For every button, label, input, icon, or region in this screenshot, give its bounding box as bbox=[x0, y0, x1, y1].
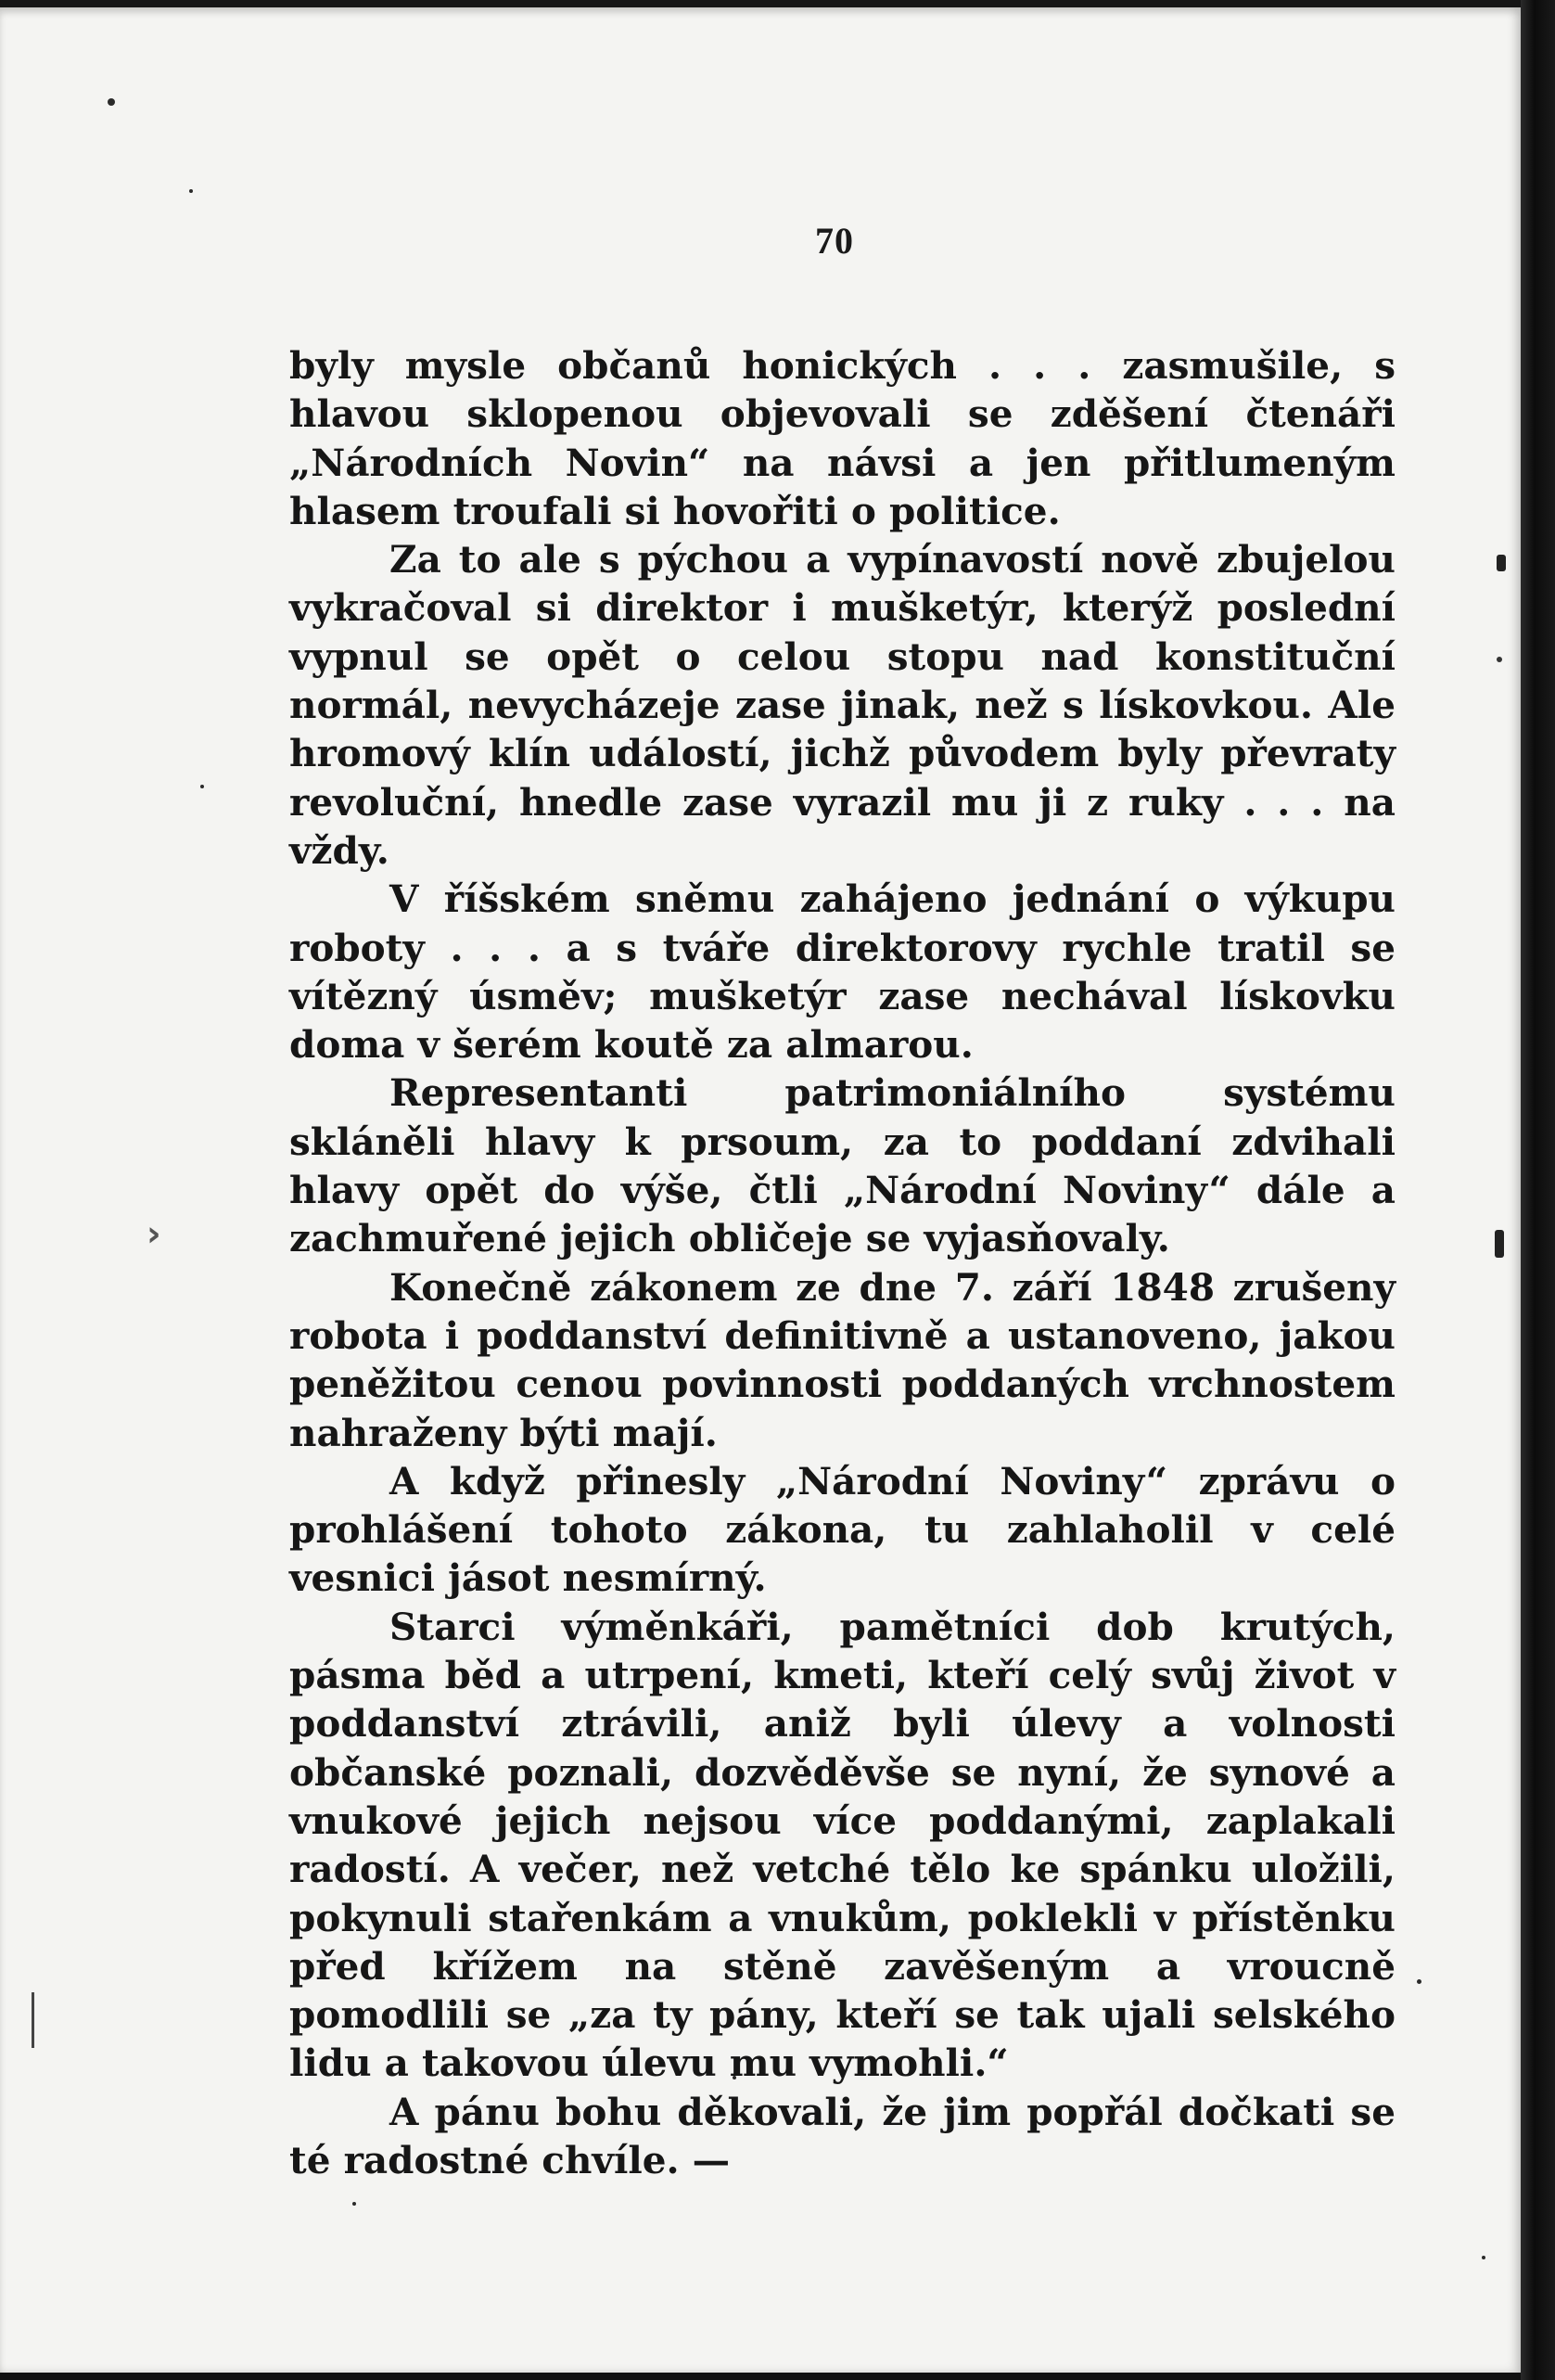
paragraph: Konečně zákonem ze dne 7. září 1848 zrušeny robota i poddanství definitivně a ustanoveno, jakou peněžitou cenou povinnosti poddaných vrchnostem nahraženy býti mají. bbox=[289, 1264, 1396, 1455]
book-page bbox=[0, 7, 1521, 2373]
paragraph: byly mysle občanů honických . . . zasmušile, s hlavou sklopenou objevovali se zděšení čtenáři „Národních Novin“ na návsi a jen přitlumeným hlasem troufali si hovořiti o politice. bbox=[289, 343, 1396, 533]
scan-speck bbox=[1482, 2256, 1485, 2259]
paragraph: A pánu bohu děkovali, že jim popřál dočkati se té radostné chvíle. — bbox=[289, 2089, 1396, 2182]
scan-speck bbox=[189, 189, 193, 193]
paragraph: A když přinesly „Národní Noviny“ zprávu o prohlášení tohoto zákona, tu zahlaholil v celé vesnici jásot nesmírný. bbox=[289, 1458, 1396, 1601]
paragraph: Representanti patrimoniálního systému skláněli hlavy k prsoum, za to poddaní zdvihali hlavy opět do výše, čtli „Národní Noviny“ dále a zachmuřené jejich obličeje se vyjasňovaly. bbox=[289, 1070, 1396, 1261]
body-text bbox=[289, 341, 1396, 2184]
scan-speck bbox=[352, 2202, 356, 2206]
scan-speck bbox=[1417, 1979, 1421, 1984]
margin-mark-left-lower bbox=[32, 1992, 34, 2048]
margin-mark-right bbox=[1497, 555, 1506, 571]
scan-speck bbox=[108, 98, 115, 106]
scan-speck bbox=[200, 785, 204, 788]
margin-mark-right bbox=[1495, 1230, 1504, 1258]
paragraph: Starci výměnkáři, pamětníci dob krutých, pásma běd a utrpení, kmeti, kteří celý svůj život v poddanství ztrávili, aniž byli úlevy a volnosti občanské poznali, dozvěděvše se nyní, že synové a vnukové jejich nejsou více poddanými, zaplakali radostí. A večer, než vetché tělo ke spánku uložili, pokynuli stařenkám a vnukům, poklekli v přístěnku před křížem na stěně zavěšeným a vroucně pomodlili se „za ty pány, kteří se tak ujali selského lidu a takovou úlevu mu vymohli.“ bbox=[289, 1604, 1396, 2086]
margin-mark-left: › bbox=[147, 1213, 161, 1254]
margin-mark-right bbox=[1497, 657, 1502, 662]
paragraph: V říšském sněmu zahájeno jednání o výkupu roboty . . . a s tváře direktorovy rychle tratil se vítězný úsměv; mušketýr zase nechával lískovku doma v šerém koutě za almarou. bbox=[289, 877, 1396, 1068]
page-number: 70 bbox=[815, 220, 854, 262]
scan-right-edge bbox=[1521, 0, 1555, 2380]
paragraph: Za to ale s pýchou a vypínavostí nově zbujelou vykračoval si direktor i mušketýr, kterýž poslední vypnul se opět o celou stopu nad konstituční normál, nevycházeje zase jinak, než s lískovkou. Ale hromový klín událostí, jichž původem byly převraty revoluční, hnedle zase vyrazil mu ji z ruky . . . na vždy. bbox=[289, 537, 1396, 873]
